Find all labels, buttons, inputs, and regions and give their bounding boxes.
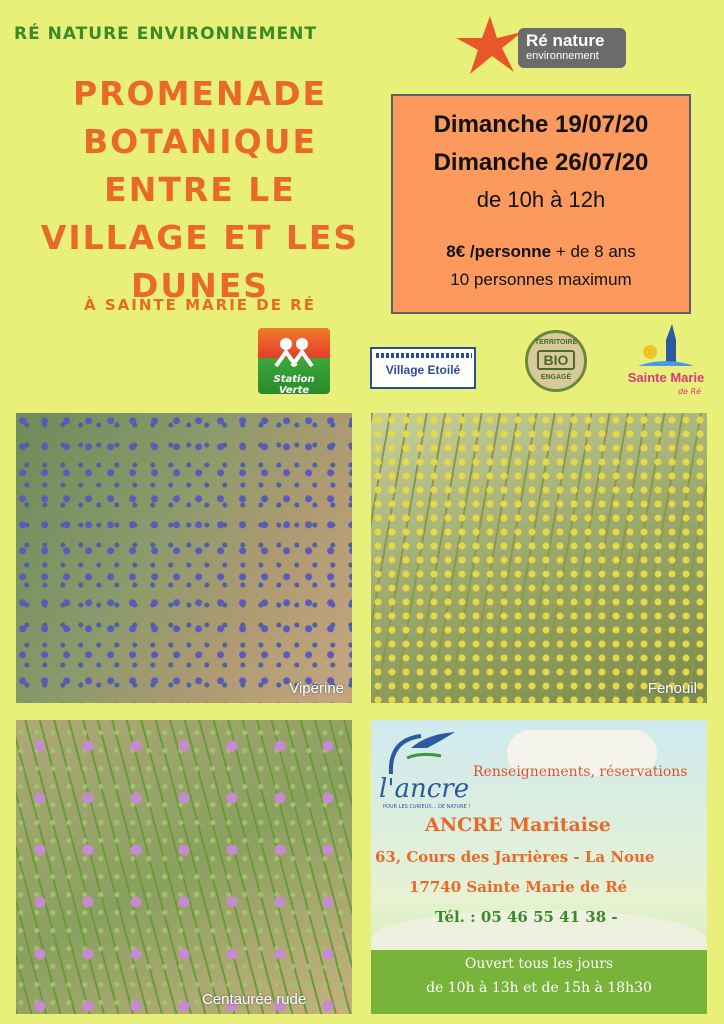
title-line: VILLAGE ET LES [40,218,360,257]
village-etoile-label: Village Etoilé [385,363,461,377]
renseignements: Renseignements, réservations [473,764,688,780]
hours: de 10h à 12h [476,187,606,212]
photo-fenouil [371,413,707,703]
date-2: Dimanche 26/07/20 [433,149,649,176]
sainte-marie-label: Sainte Marie [627,370,705,385]
photo-caption: Vipérine [289,680,344,697]
date-1: Dimanche 19/07/20 [433,111,649,138]
logo-line1: Ré nature [526,31,605,50]
page-title [20,70,380,310]
territoire-bio-badge [525,330,587,392]
bio-mid: BIO [537,350,575,370]
contact-box [371,720,707,1014]
price: 8€ /personne [446,242,552,261]
organization-name: RÉ NATURE ENVIRONNEMENT [14,24,317,44]
opening-line-2: de 10h à 13h et de 15h à 18h30 [426,980,652,996]
address-line-2: 17740 Sainte Marie de Ré [409,878,628,896]
station-verte-label: Station Verte [273,374,315,396]
capacity: 10 personnes maximum [450,270,632,289]
photo-caption: Fenouil [647,680,697,697]
schedule-box [391,94,691,314]
title-line: BOTANIQUE [83,122,317,161]
bio-top: TERRITOIRE [534,339,578,346]
photo-caption: Centaurée rude [202,991,307,1008]
phone: Tél. : 05 46 55 41 38 - [435,908,618,926]
title-line: DUNES [130,266,270,305]
station-verte-badge [258,328,330,394]
people-icon [272,336,316,372]
title-line: ENTRE LE [104,170,296,209]
subtitle: À SAINTE MARIE DE RÉ [84,296,316,314]
fine-print [376,353,472,358]
ancre-tagline: POUR LES CURIEUX... DE NATURE ! [383,804,471,810]
ancre-logo-text: l'ancre [379,774,470,804]
ancre-name: ANCRE Maritaise [425,814,611,836]
re-nature-logo [450,12,640,78]
opening-line-1: Ouvert tous les jours [464,956,614,972]
address-line-1: 63, Cours des Jarrières - La Noue [375,848,655,866]
photo-centauree [16,720,352,1014]
logo-line2: environnement [526,50,599,62]
price-line [393,238,689,266]
bio-bottom: ENGAGÉ [540,374,572,381]
ancre-bird-icon [381,726,461,780]
church-icon [636,322,696,368]
photo-viperine [16,413,352,703]
age-limit: + de 8 ans [551,242,636,261]
village-etoile-badge [370,347,476,389]
sainte-marie-logo [618,322,714,402]
de-re-label: de Ré [678,387,702,396]
title-line: PROMENADE [72,74,328,113]
